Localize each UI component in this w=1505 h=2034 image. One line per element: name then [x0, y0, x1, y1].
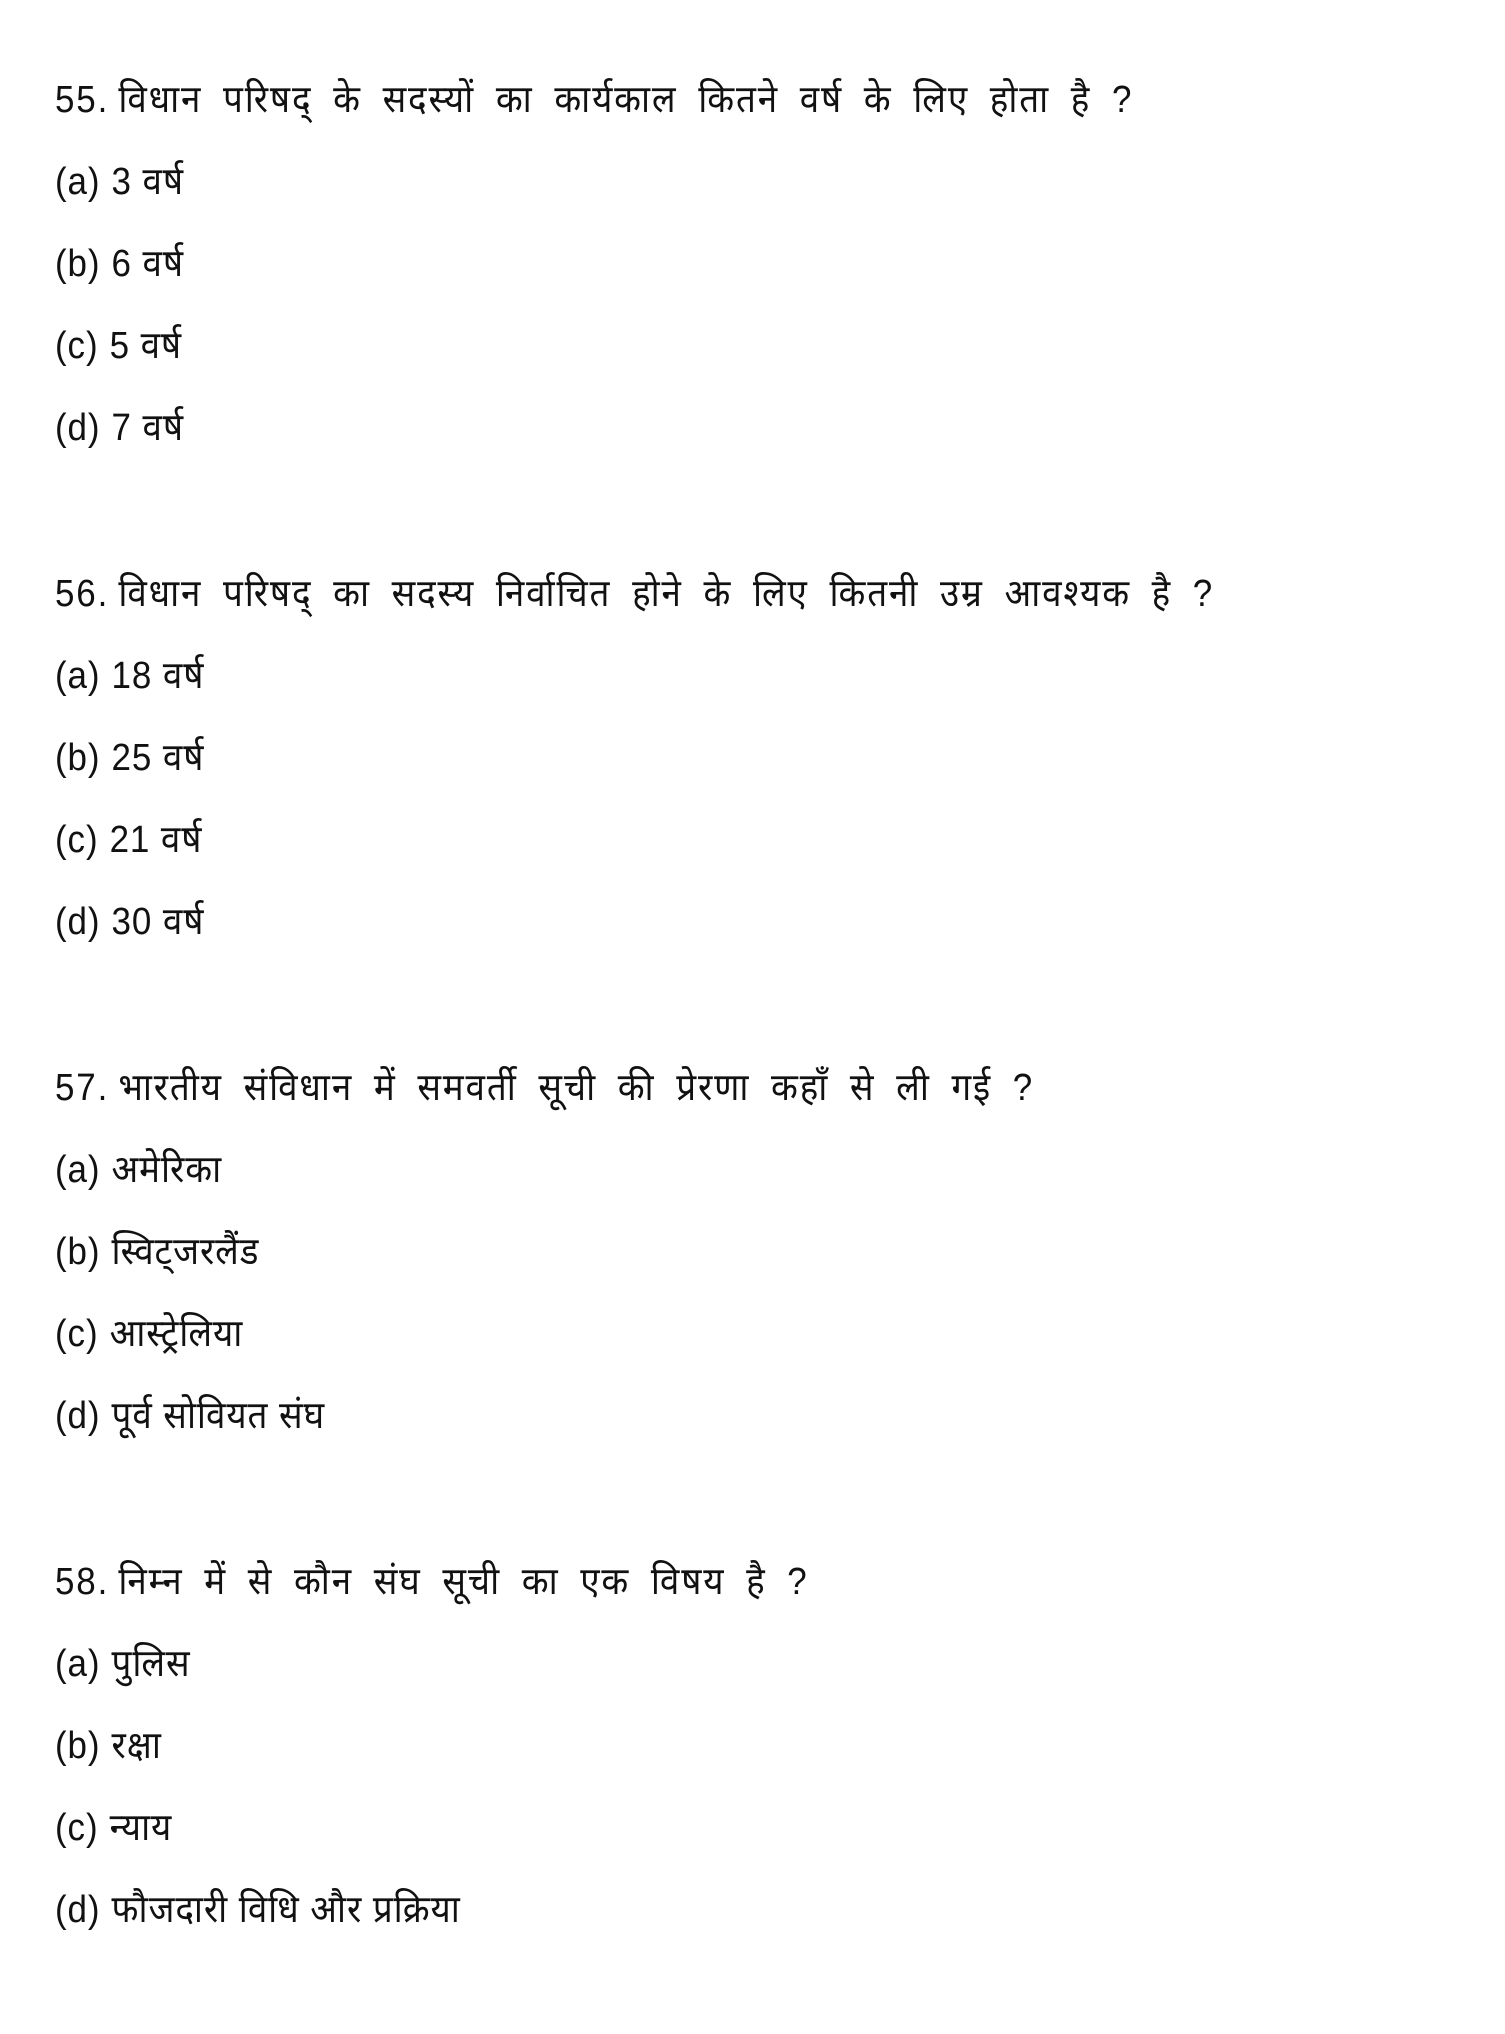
- question-text: [55, 1062, 1343, 1114]
- option-b: [55, 732, 1343, 784]
- option-letter: (d): [55, 407, 101, 449]
- option-c: [55, 1308, 1343, 1360]
- option-d: [55, 402, 1343, 454]
- option-text: स्विट्जरलैंड: [111, 1231, 260, 1273]
- option-text: 6 वर्ष: [111, 243, 185, 285]
- option-text: 7 वर्ष: [111, 407, 185, 449]
- question-number: 57.: [55, 1067, 110, 1109]
- question-body: भारतीय संविधान में समवर्ती सूची की प्रेरणा कहाँ से ली गई ?: [118, 1067, 1035, 1109]
- option-letter: (b): [55, 737, 101, 779]
- option-c: [55, 320, 1343, 372]
- option-a: [55, 1638, 1343, 1690]
- option-text: 18 वर्ष: [111, 655, 205, 697]
- option-a: [55, 1144, 1343, 1196]
- question-56: [55, 568, 1455, 948]
- question-55: [55, 74, 1455, 454]
- question-text: [55, 74, 1343, 126]
- option-text: रक्षा: [111, 1725, 162, 1767]
- option-b: [55, 1226, 1343, 1278]
- option-text: 25 वर्ष: [111, 737, 205, 779]
- option-text: न्याय: [109, 1807, 173, 1849]
- option-letter: (a): [55, 655, 101, 697]
- option-letter: (c): [55, 325, 99, 367]
- option-b: [55, 238, 1343, 290]
- option-text: पुलिस: [111, 1643, 191, 1685]
- option-text: 30 वर्ष: [111, 901, 205, 943]
- question-body: निम्न में से कौन संघ सूची का एक विषय है ?: [118, 1561, 809, 1603]
- option-text: अमेरिका: [111, 1149, 223, 1191]
- option-letter: (d): [55, 1395, 101, 1437]
- option-b: [55, 1720, 1343, 1772]
- option-text: पूर्व सोवियत संघ: [111, 1395, 326, 1437]
- option-text: 5 वर्ष: [109, 325, 183, 367]
- option-letter: (a): [55, 161, 101, 203]
- option-letter: (d): [55, 901, 101, 943]
- option-text: फौजदारी विधि और प्रक्रिया: [111, 1889, 461, 1931]
- question-number: 55.: [55, 79, 110, 121]
- option-d: [55, 1884, 1343, 1936]
- option-letter: (a): [55, 1149, 101, 1191]
- option-text: आस्ट्रेलिया: [109, 1313, 244, 1355]
- question-58: [55, 1556, 1455, 1936]
- option-c: [55, 1802, 1343, 1854]
- question-body: विधान परिषद् के सदस्यों का कार्यकाल कितने वर्ष के लिए होता है ?: [118, 79, 1134, 121]
- option-a: [55, 650, 1343, 702]
- option-letter: (c): [55, 1313, 99, 1355]
- question-text: [55, 1556, 1343, 1608]
- question-text: [55, 568, 1343, 620]
- question-57: [55, 1062, 1455, 1442]
- question-number: 58.: [55, 1561, 110, 1603]
- option-d: [55, 896, 1343, 948]
- option-letter: (b): [55, 1725, 101, 1767]
- option-a: [55, 156, 1343, 208]
- question-body: विधान परिषद् का सदस्य निर्वाचित होने के लिए कितनी उम्र आवश्यक है ?: [118, 573, 1215, 615]
- option-letter: (b): [55, 243, 101, 285]
- option-text: 21 वर्ष: [109, 819, 203, 861]
- option-text: 3 वर्ष: [111, 161, 185, 203]
- option-letter: (b): [55, 1231, 101, 1273]
- option-letter: (a): [55, 1643, 101, 1685]
- option-c: [55, 814, 1343, 866]
- question-number: 56.: [55, 573, 110, 615]
- option-letter: (c): [55, 819, 99, 861]
- option-letter: (d): [55, 1889, 101, 1931]
- option-d: [55, 1390, 1343, 1442]
- option-letter: (c): [55, 1807, 99, 1849]
